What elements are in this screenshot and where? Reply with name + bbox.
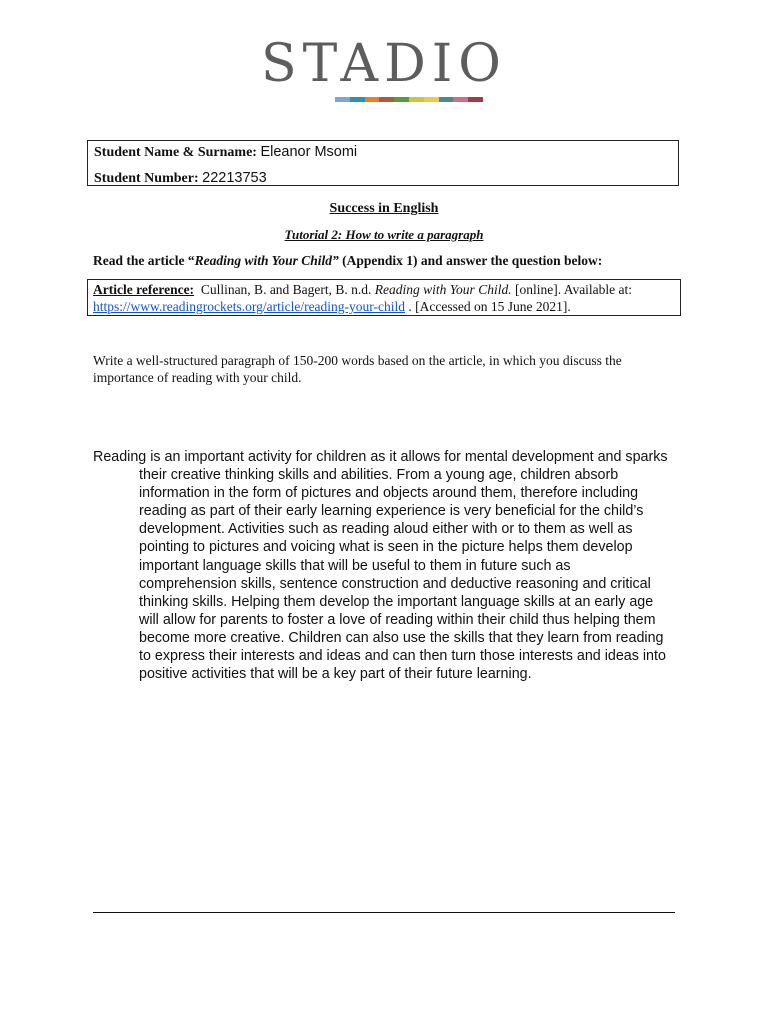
stripe-segment [453, 97, 468, 102]
instruction-text [93, 253, 602, 269]
student-info-box [87, 140, 679, 186]
reference-article-title: Reading with Your Child. [374, 282, 512, 297]
stripe-segment [439, 97, 454, 102]
stripe-segment [409, 97, 424, 102]
article-reference-box [87, 279, 681, 316]
student-number-label: Student Number: [94, 171, 199, 186]
reference-authors: Cullinan, B. and Bagert, B. n.d. [194, 282, 375, 297]
instruction-post: (Appendix 1) and answer the question below: [338, 253, 603, 268]
stripe-segment [379, 97, 394, 102]
instruction-article-title: Reading with Your Child” [194, 253, 339, 268]
document-subtitle: Tutorial 2: How to write a paragraph [284, 227, 484, 242]
document-title: Success in English [329, 201, 439, 216]
stripe-segment [394, 97, 409, 102]
stripe-segment [335, 97, 350, 102]
reference-accessed: . [Accessed on 15 June 2021]. [405, 299, 571, 314]
student-name-label: Student Name & Surname: [94, 145, 257, 160]
stripe-segment [424, 97, 439, 102]
task-prompt: Write a well-structured paragraph of 150-200 words based on the article, in which you discuss the importance of reading with your child. [93, 353, 622, 385]
student-name-line [94, 143, 357, 162]
stadio-logo: STADIO [261, 34, 507, 94]
reference-available: [online]. Available at: [511, 282, 633, 297]
student-name-value: Eleanor Msomi [260, 144, 358, 160]
student-number-line [94, 169, 267, 188]
footer-divider [93, 912, 675, 913]
stripe-segment [365, 97, 380, 102]
stripe-segment [350, 97, 365, 102]
student-number-value: 22213753 [202, 170, 267, 186]
logo-color-stripe [335, 97, 483, 102]
reference-label: Article reference: [93, 282, 195, 297]
answer-paragraph: Reading is an important activity for children as it allows for mental development and sparks their creative thinking skills and abilities. From a young age, children absorb information in the form of pictures and objects around them, therefore including reading as part of their early learning experience is very beneficial for the child’s development. Activities such as reading aloud either with or to them as well as pointing to pictures and voicing what is seen in the picture helps them develop important language skills that will be useful to them in future such as comprehension skills, sentence construction and deductive reasoning and critical thinking skills. Helping them develop the important language skills at an early age will allow for parents to foster a love of reading within their child thus helping them become more creative. Children can also use the skills that they learn from reading to express their interests and ideas and can then turn those interests and ideas into positive activities that will be a key part of their future learning. [93, 449, 668, 683]
stripe-segment [468, 97, 483, 102]
instruction-pre: Read the article “ [93, 253, 195, 268]
reference-link[interactable]: https://www.readingrockets.org/article/reading-your-child [93, 299, 406, 314]
